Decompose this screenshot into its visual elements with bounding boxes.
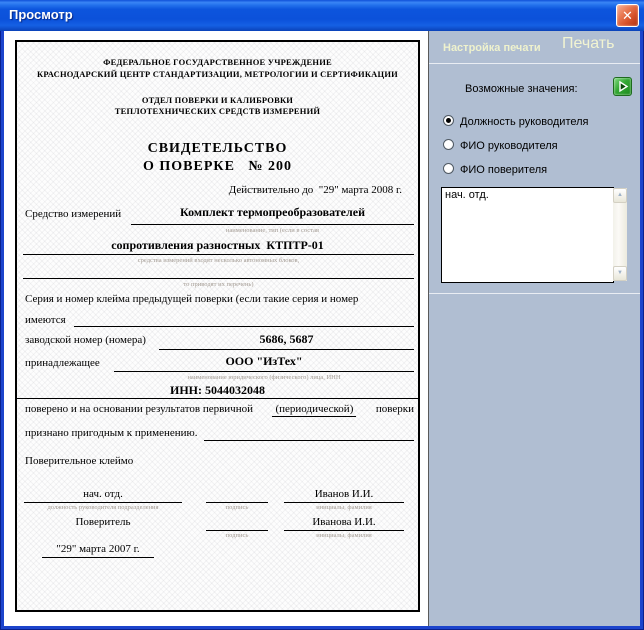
owner-value: ООО "ИзТех" bbox=[225, 354, 303, 368]
department-line1: ОТДЕЛ ПОВЕРКИ И КАЛИБРОВКИ bbox=[141, 95, 294, 105]
verification-date: "29" марта 2007 г. bbox=[56, 543, 140, 555]
radio-icon bbox=[443, 115, 454, 126]
value-textbox-scrollbar[interactable] bbox=[613, 188, 627, 281]
verified-text-line1 bbox=[25, 403, 414, 417]
verified-part1: поверено и на основании результатов первичной bbox=[25, 403, 253, 415]
underline bbox=[206, 502, 268, 503]
underline bbox=[42, 557, 154, 558]
play-icon bbox=[614, 78, 631, 95]
caption-blocks: средства измерений входят несколько автономных блоков, bbox=[137, 257, 300, 264]
scroll-down-button[interactable] bbox=[613, 266, 627, 281]
sig1-position: нач. отд. bbox=[83, 488, 123, 500]
radio-position-of-manager[interactable] bbox=[443, 115, 589, 131]
series-text-line2: имеются bbox=[25, 314, 66, 326]
print-settings-label[interactable]: Настройка печати bbox=[443, 42, 541, 54]
verified-part3: поверки bbox=[375, 403, 414, 415]
verified-text-line2: признано пригодным к применению. bbox=[25, 427, 198, 439]
owner-label: принадлежащее bbox=[25, 357, 100, 369]
instrument-value: Комплект термопреобразователей bbox=[180, 205, 365, 219]
caption-signature: подпись bbox=[225, 532, 249, 539]
radio-icon bbox=[443, 139, 454, 150]
sig2-position: Поверитель bbox=[75, 516, 131, 528]
radio-verifier-name[interactable] bbox=[443, 163, 547, 179]
underline bbox=[24, 502, 182, 503]
underline bbox=[23, 254, 414, 255]
stamp-label: Поверительное клеймо bbox=[25, 455, 134, 467]
window-title: Просмотр bbox=[9, 7, 73, 22]
caption-initials: инициалы, фамилия bbox=[316, 504, 372, 511]
instrument-value-line2: сопротивления разностных КТПТР-01 bbox=[111, 238, 324, 252]
underline bbox=[159, 349, 414, 350]
divider bbox=[429, 293, 640, 294]
caption-signature: подпись bbox=[225, 504, 249, 511]
underline bbox=[204, 440, 414, 441]
scroll-up-icon: ▲ bbox=[617, 192, 623, 198]
caption-list: то приводят их перечень) bbox=[183, 281, 254, 288]
underline bbox=[284, 530, 404, 531]
department-line2: ТЕПЛОТЕХНИЧЕСКИХ СРЕДСТВ ИЗМЕРЕНИЙ bbox=[114, 106, 321, 116]
underline bbox=[284, 502, 404, 503]
serial-value: 5686, 5687 bbox=[259, 332, 314, 346]
titlebar bbox=[0, 0, 644, 31]
window-body bbox=[4, 31, 640, 626]
scroll-up-button[interactable] bbox=[613, 188, 627, 203]
print-settings-panel bbox=[429, 31, 640, 626]
value-textbox[interactable]: нач. отд. bbox=[441, 187, 614, 283]
scroll-down-icon: ▼ bbox=[617, 270, 623, 276]
radio-label: ФИО поверителя bbox=[460, 164, 548, 176]
sig2-name: Иванова И.И. bbox=[312, 516, 376, 528]
underline bbox=[131, 224, 414, 225]
radio-label: ФИО руководителя bbox=[460, 140, 558, 152]
caption-initials: инициалы, фамилия bbox=[316, 532, 372, 539]
instrument-label: Средство измерений bbox=[25, 208, 122, 220]
underline bbox=[206, 530, 268, 531]
radio-label: Должность руководителя bbox=[460, 116, 589, 128]
valid-until-text: Действительно до "29" марта 2008 г. bbox=[228, 184, 402, 196]
certificate-title: СВИДЕТЕЛЬСТВО bbox=[147, 141, 288, 156]
serial-label: заводской номер (номера) bbox=[25, 334, 146, 346]
close-button[interactable] bbox=[616, 4, 639, 27]
verified-part2: (периодической) bbox=[272, 403, 356, 417]
caption-entity: наименование юридического (физического) лица, ИНН bbox=[187, 374, 341, 381]
certificate-page bbox=[15, 40, 420, 612]
divider bbox=[429, 63, 640, 64]
apply-value-button[interactable] bbox=[613, 77, 632, 96]
print-button[interactable]: Печать bbox=[562, 35, 615, 52]
radio-icon bbox=[443, 163, 454, 174]
inn-value: ИНН: 5044032048 bbox=[170, 383, 265, 397]
underline bbox=[114, 371, 414, 372]
underline bbox=[74, 326, 414, 327]
certificate-number: О ПОВЕРКЕ № 200 bbox=[143, 159, 292, 174]
close-icon: ✕ bbox=[622, 8, 633, 23]
document-preview-area bbox=[4, 31, 429, 626]
caption-position: должность руководителя подразделения bbox=[47, 504, 159, 511]
possible-values-label: Возможные значения: bbox=[465, 83, 578, 95]
org-name-line2: КРАСНОДАРСКИЙ ЦЕНТР СТАНДАРТИЗАЦИИ, МЕТРОЛОГИИ И СЕРТИФИКАЦИИ bbox=[37, 69, 398, 79]
series-text-line1: Серия и номер клейма предыдущей поверки (если такие серия и номер bbox=[25, 293, 359, 305]
org-name-line1: ФЕДЕРАЛЬНОЕ ГОСУДАРСТВЕННОЕ УЧРЕЖДЕНИЕ bbox=[103, 57, 332, 67]
caption-name-type: наименование, тип (если в состав bbox=[225, 227, 320, 234]
radio-dot bbox=[446, 118, 451, 123]
underline bbox=[23, 278, 414, 279]
underline bbox=[17, 398, 418, 399]
radio-manager-name[interactable] bbox=[443, 139, 558, 155]
sig1-name: Иванов И.И. bbox=[314, 488, 374, 500]
